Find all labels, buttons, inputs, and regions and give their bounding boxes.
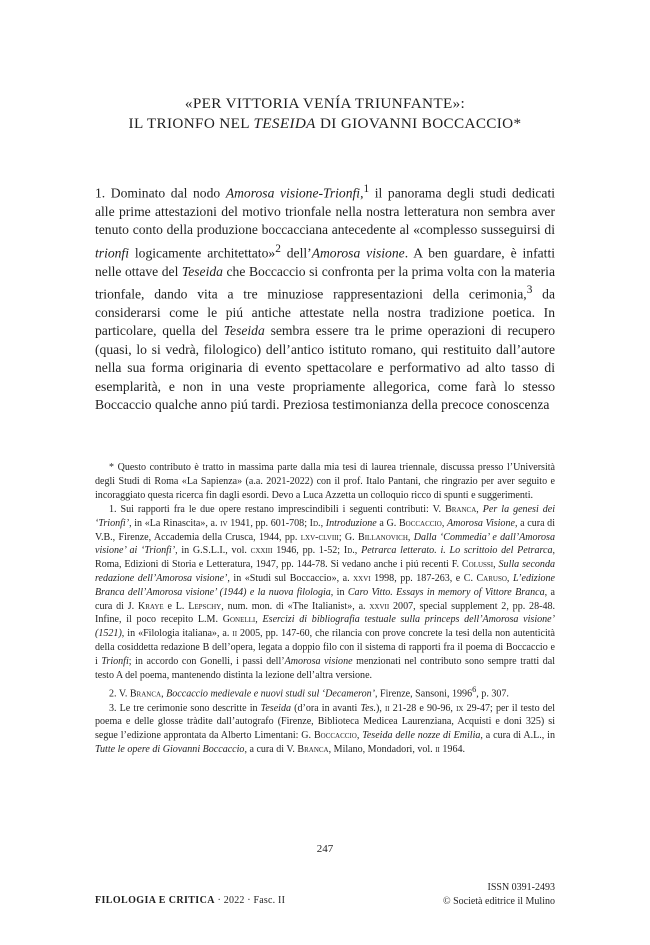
title-line-2-italic: TESEIDA	[253, 115, 316, 132]
body-text	[95, 180, 555, 414]
journal-issue: · 2022 · Fasc. II	[214, 895, 286, 906]
title-line-2	[70, 114, 580, 134]
publisher-footer	[443, 881, 555, 909]
title-line-2-suffix: DI GIOVANNI BOCCACCIO*	[315, 115, 522, 132]
footnote-1: 1. Sui rapporti fra le due opere restano imprescindibili i seguenti contributi: V. Branca, Per la genesi dei ‘Trionfi’, in «La Rinascita», a. iv 1941, pp. 601-708; Id., Introduzione a G. Boccaccio, Amorosa Visione, a cura di V.B., Firenze, Accademia della Crusca, 1944, pp. lxv-clviii; G. Billanovich, Dalla ‘Commedia’ e dall’Amorosa visione’ ai ‘Trionfi’, in G.S.L.I., vol. cxxiii 1946, pp. 1-52; Id., Petrarca letterato. i. Lo scrittoio del Petrarca, Roma, Edizioni di Storia e Letteratura, 1947, pp. 144-78. Si vedano anche i piú recenti F. Colussi, Sulla seconda redazione dell’Amorosa visione’, in «Studi sul Boccaccio», a. xxvi 1998, pp. 187-263, e C. Caruso, L’edizione Branca dell’Amorosa visione’ (1944) e la nuova filologia, in Caro Vitto. Essays in memory of Vittore Branca, a cura di J. Kraye e L. Lepschy, num. mon. di «The Italianist», a. xxvii 2007, special supplement 2, pp. 28-48. Infine, il poco recepito L.M. Gonelli, Esercizi di bibliografia testuale sulla princeps dell’Amorosa visione’ (1521), in «Filologia italiana», a. ii 2005, pp. 147-60, che rilancia con prove concrete la tesi della non autenticità della cosiddetta redazione B dell’opera, legata a doppio filo con il sistema di rapporti fra il poema di Boccaccio e i Trionfi; in accordo con Gonelli, i passi dell’Amorosa visione menzionati nel contributo sono sempre tratti dal testo A del poema, mantenendo distinta la lezione dell’altra versione.	[95, 503, 556, 681]
footnote-0: * Questo contributo è tratto in massima parte dalla mia tesi di laurea triennale, discussa presso l’Università degli Studi di Roma «La Sapienza» (a.a. 2021-2022) con il prof. Italo Pantani, che ringrazio per aver seguito e incoraggiato questa ricerca fin dagli esordi. Devo a Luca Azzetta un colloquio ricco di spunti e suggerimenti.	[95, 462, 555, 501]
title-line-1: «PER VITTORIA VENÍA TRIUNFANTE»:	[184, 95, 466, 112]
footnote-3: 3. Le tre cerimonie sono descritte in Teseida (d’ora in avanti Tes.), ii 21-28 e 90-96, ix 29-47; per il testo del poema e delle glosse tràdite dall’autografo (Firenze, Biblioteca Medicea Laurenziana, Acquisti e doni 325) si segue l’edizione approntata da Alberto Limentani: G. Boccaccio, Teseida delle nozze di Emilia, a cura di A.L., in Tutte le opere di Giovanni Boccaccio, a cura di V. Branca, Milano, Mondadori, vol. ii 1964.	[95, 702, 556, 756]
footnote-2: 2. V. Branca, Boccaccio medievale e nuovi studi sul ‘Decameron’, Firenze, Sansoni, 1996$^6$, p. 307.	[109, 684, 509, 700]
title-line-2-prefix: IL TRIONFO NEL	[128, 115, 254, 132]
page-number: 247	[316, 843, 334, 855]
journal-name: FILOLOGIA E CRITICA	[95, 895, 215, 906]
body-paragraph: 1. Dominato dal nodo Amorosa visione-Trionfi,$^1$ il panorama degli studi dedicati alle prime attestazioni del motivo trionfale nella nostra letteratura non sembra aver tenuto conto della produzione boccacciana antecedente al «complesso susseguirsi di trionfi logicamente architettato»$^2$ dell’Amorosa visione. A ben guardare, è infatti nelle ottave del Teseida che Boccaccio si confronta per la prima volta con la materia trionfale, dando vita a tre minuziose rappresentazioni della cerimonia,$^3$ da considerarsi come le piú antiche attestate nella nostra tradizione poetica. In particolare, quella del Teseida sembra essere tra le prime operazioni di recupero (quasi, lo si vedrà, filologico) dell’antico istituto romano, qui restituito dall’autore nella sua forma originaria di evento spettacolare e performativo ad alto tasso di esemplarità, e non in una veste propriamente allegorica, come farà lo stesso Boccaccio qualche anno piú tardi. Preziosa testimonianza della precoce conoscenza	[95, 183, 555, 413]
journal-footer	[95, 895, 285, 906]
issn: ISSN 0391-2493	[487, 882, 555, 893]
article-title	[70, 94, 580, 134]
copyright: © Società editrice il Mulino	[442, 896, 555, 907]
footnotes	[95, 461, 555, 757]
